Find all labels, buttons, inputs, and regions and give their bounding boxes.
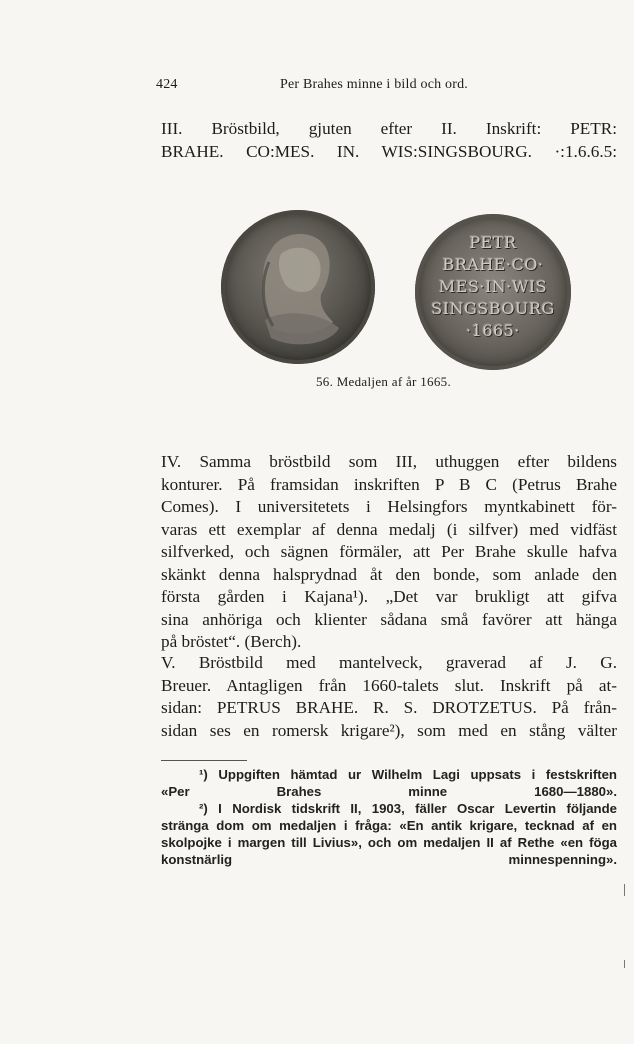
medal-reverse-inscription — [415, 214, 571, 370]
figure-caption: 56. Medaljen af år 1665. — [316, 374, 451, 389]
section-v — [161, 652, 617, 742]
text-line: BRAHE. CO:MES. IN. WIS:SINGSBOURG. ·:1.6.6.5: — [161, 141, 617, 161]
footnote-line: ²) I Nordisk tidskrift II, 1903, fäller Oscar Levertin följande — [199, 800, 617, 816]
footnote-line: «Per Brahes minne 1680—1880». — [161, 783, 617, 799]
text-line: Comes). I universitetets i Helsingfors myntkabinett för- — [161, 497, 617, 516]
section-iii — [161, 118, 617, 163]
inscription-line: PETR — [469, 233, 517, 252]
text-line: Breuer. Antagligen från 1660-talets slut. Inskrift på at- — [161, 675, 617, 695]
section-iv — [161, 451, 617, 654]
text-line: skänkt denna halsprydnad åt den bonde, som anlade den — [161, 564, 617, 584]
inscription-line: ·1665· — [466, 321, 520, 340]
text-line: första gården i Kajana¹). „Det var brukligt att gifva — [161, 587, 617, 606]
text-line: varas ett exemplar af denna medalj (i silfver) med vidfäst — [161, 519, 617, 539]
footnote-line: konstnärlig minnespenning». — [161, 851, 617, 867]
running-title: Per Brahes minne i bild och ord. — [280, 77, 468, 92]
text-line: IV. Samma bröstbild som III, uthuggen efter bildens — [161, 452, 617, 471]
margin-mark — [624, 960, 625, 968]
text-line: sidan ses en romersk krigare²), som med en stång välter — [161, 720, 617, 740]
text-line: på bröstet“. (Berch). — [161, 632, 302, 651]
text-line: sidan: PETRUS BRAHE. R. S. DROTZETUS. På från- — [161, 698, 617, 717]
portrait-relief-icon — [221, 210, 375, 364]
footnote-line: skolpojke i margen till Livius», och om medaljen II af Rethe «en föga — [161, 834, 617, 850]
text-line: silfverked, och sägnen förmäler, att Per Brahe skulle hafva — [161, 542, 617, 561]
footnote-line: stränga dom om medaljen i fråga: «En antik krigare, tecknad af en — [161, 817, 617, 833]
medal-obverse-portrait — [221, 210, 375, 364]
inscription-line: SINGSBOURG — [431, 299, 555, 318]
margin-mark — [624, 884, 625, 896]
inscription-line: BRAHE·CO· — [442, 255, 544, 274]
footnotes — [161, 767, 617, 868]
text-line: V. Bröstbild med mantelveck, graverad af J. G. — [161, 653, 617, 672]
page-number: 424 — [156, 77, 178, 92]
reverse-inscription-text — [415, 232, 571, 342]
footnote-rule — [161, 760, 247, 761]
text-line: III. Bröstbild, gjuten efter II. Inskrift: PETR: — [161, 119, 617, 138]
footnote-line: ¹) Uppgiften hämtad ur Wilhelm Lagi uppsats i festskriften — [199, 767, 617, 782]
medal-figure — [221, 210, 581, 370]
text-line: konturer. På framsidan inskriften P B C (Petrus Brahe — [161, 474, 617, 494]
text-line: sina anhöriga och klienter sådana små favörer att hänga — [161, 609, 617, 629]
inscription-line: MES·IN·WIS — [438, 277, 548, 296]
